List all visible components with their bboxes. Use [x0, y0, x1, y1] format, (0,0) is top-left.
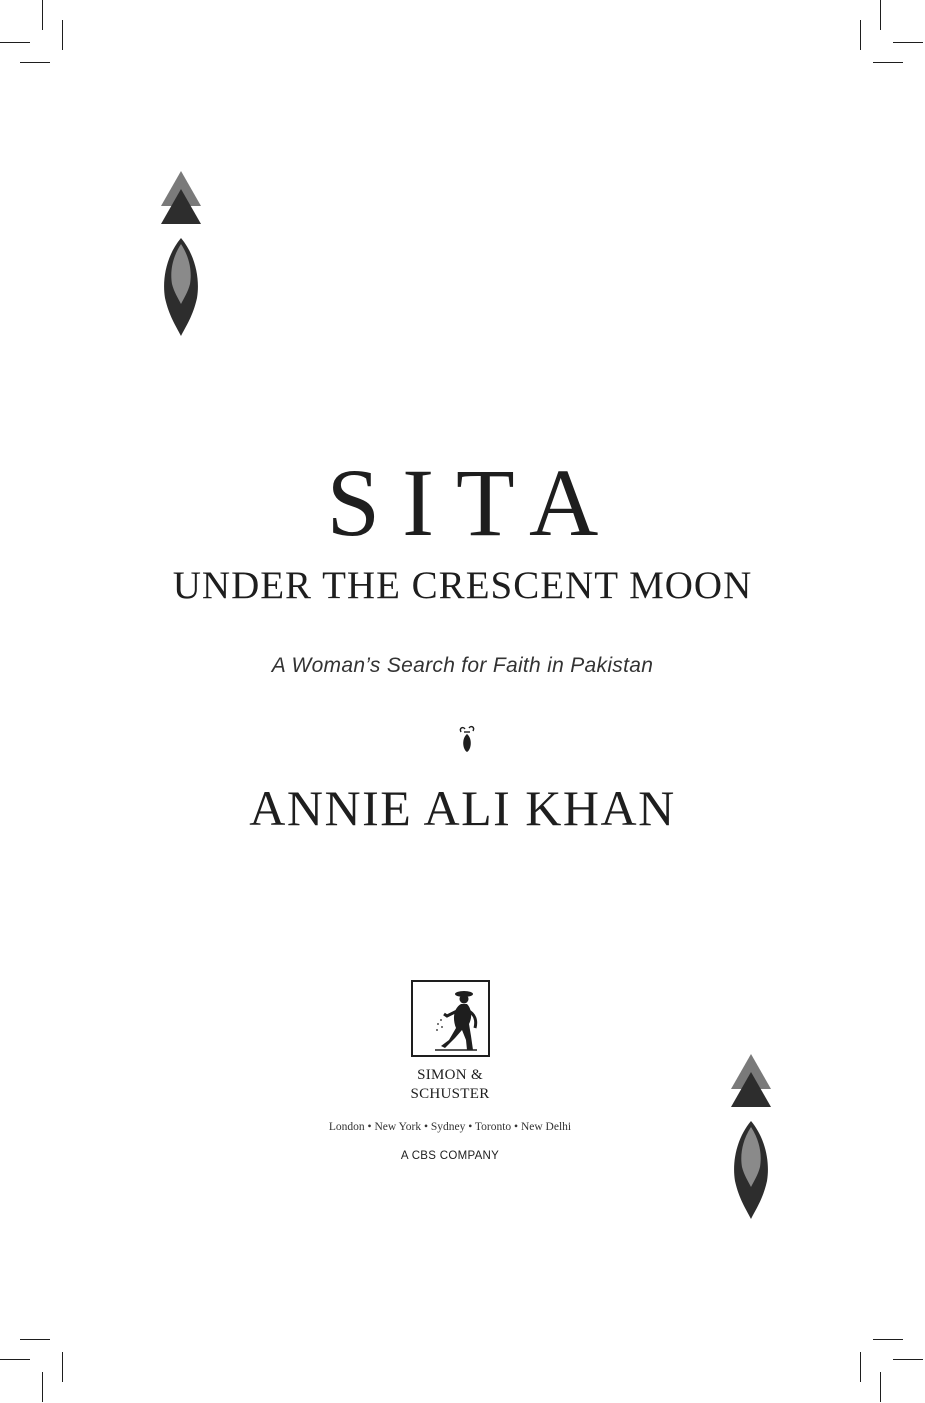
crop-mark-bottom-right-v [860, 1352, 861, 1382]
fleuron-icon [452, 724, 482, 754]
crop-mark-top-left-v2 [62, 20, 63, 50]
book-title: SITA [326, 449, 621, 556]
crop-mark-bottom-right-h [873, 1339, 903, 1340]
crop-mark-top-left-h [0, 42, 30, 43]
publisher-parent-company: A CBS COMPANY [400, 1150, 500, 1162]
crop-mark-top-right-h2 [873, 62, 903, 63]
author-name: ANNIE ALI KHAN [249, 780, 676, 836]
publisher-name-line1: SIMON & [417, 1067, 483, 1083]
publisher-cities: London • New York • Sydney • Toronto • New Delhi [328, 1121, 572, 1133]
publisher-name [0, 1066, 900, 1104]
crop-mark-top-right-h [893, 42, 923, 43]
book-tagline: A Woman’s Search for Faith in Pakistan [271, 654, 654, 677]
sower-logo-icon [411, 980, 490, 1057]
publisher-name-line2: SCHUSTER [410, 1086, 490, 1102]
crop-mark-top-right-v2 [860, 20, 861, 50]
crop-mark-top-right-v [880, 0, 881, 30]
crop-mark-bottom-left-v2 [42, 1372, 43, 1402]
crop-mark-bottom-left-h2 [0, 1359, 30, 1360]
crop-mark-bottom-left-v [62, 1352, 63, 1382]
crop-mark-top-left-v [42, 0, 43, 30]
triangle-leaf-ornament-top [158, 170, 204, 338]
book-subtitle: UNDER THE CRESCENT MOON [172, 564, 753, 607]
crop-mark-bottom-right-h2 [893, 1359, 923, 1360]
crop-mark-bottom-left-h [20, 1339, 50, 1340]
crop-mark-bottom-right-v2 [880, 1372, 881, 1402]
crop-mark-top-left-h2 [20, 62, 50, 63]
